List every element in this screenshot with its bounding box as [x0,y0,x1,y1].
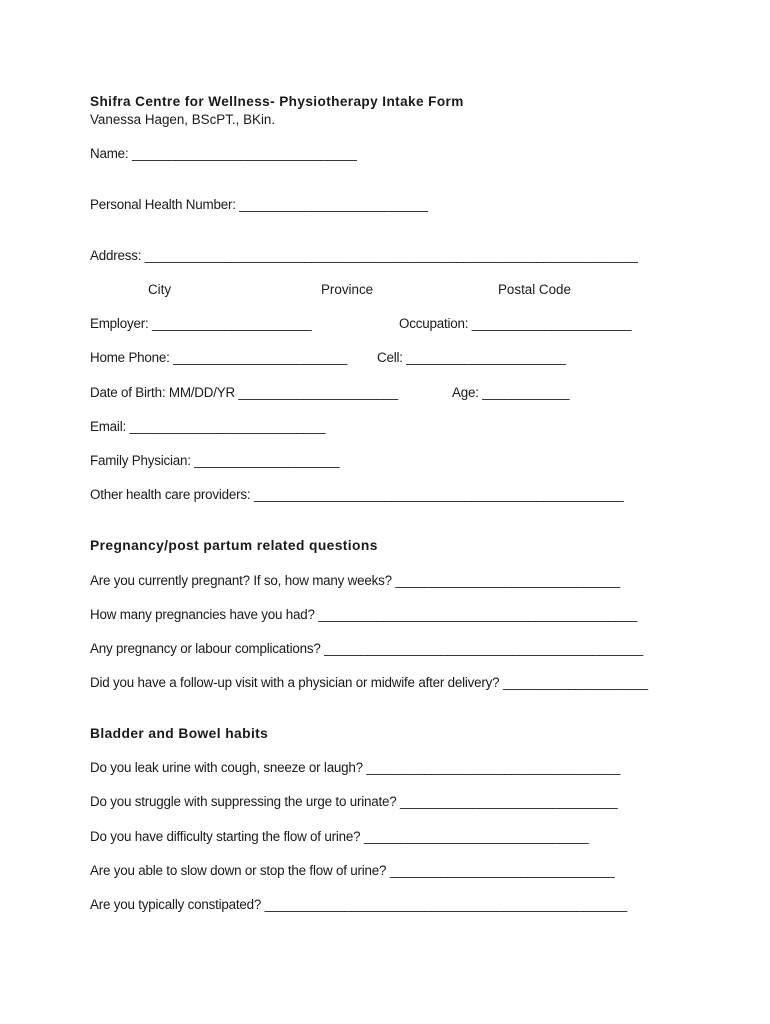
bladder-section-heading: Bladder and Bowel habits [90,726,269,741]
cell-field[interactable]: Cell: ______________________ [377,350,566,365]
occupation-field[interactable]: Occupation: ______________________ [399,316,632,331]
employer-field[interactable]: Employer: ______________________ [90,316,312,331]
city-label: City [148,282,172,297]
pregnancy-question-4[interactable]: Did you have a follow-up visit with a physician or midwife after delivery? ____________________ [90,675,648,690]
province-label: Province [321,282,374,297]
family-physician-field[interactable]: Family Physician: ____________________ [90,453,340,468]
pregnancy-section-heading: Pregnancy/post partum related questions [90,538,378,553]
date-of-birth-field[interactable]: Date of Birth: MM/DD/YR ______________________ [90,385,398,400]
pregnancy-question-2[interactable]: How many pregnancies have you had? ____________________________________________ [90,607,638,622]
bladder-question-2[interactable]: Do you struggle with suppressing the urge to urinate? ______________________________ [90,794,618,809]
bladder-question-4[interactable]: Are you able to slow down or stop the flow of urine? _______________________________ [90,863,615,878]
address-field[interactable]: Address: ____________________________________________________________________ [90,248,638,263]
form-title: Shifra Centre for Wellness- Physiotherapy Intake Form [90,94,464,109]
postal-code-label: Postal Code [498,282,571,297]
other-providers-field[interactable]: Other health care providers: ___________________________________________________ [90,487,624,502]
bladder-question-3[interactable]: Do you have difficulty starting the flow of urine? _______________________________ [90,829,589,844]
pregnancy-question-1[interactable]: Are you currently pregnant? If so, how many weeks? _______________________________ [90,573,621,588]
practitioner-name: Vanessa Hagen, BScPT., BKin. [90,112,276,127]
pregnancy-question-3[interactable]: Any pregnancy or labour complications? ____________________________________________ [90,641,643,656]
home-phone-field[interactable]: Home Phone: ________________________ [90,350,348,365]
personal-health-number-field[interactable]: Personal Health Number: __________________________ [90,197,428,212]
name-field[interactable]: Name: _______________________________ [90,146,357,161]
bladder-question-1[interactable]: Do you leak urine with cough, sneeze or laugh? ___________________________________ [90,760,621,775]
email-field[interactable]: Email: ___________________________ [90,419,326,434]
age-field[interactable]: Age: ____________ [452,385,570,400]
bladder-question-5[interactable]: Are you typically constipated? __________________________________________________ [90,897,628,912]
